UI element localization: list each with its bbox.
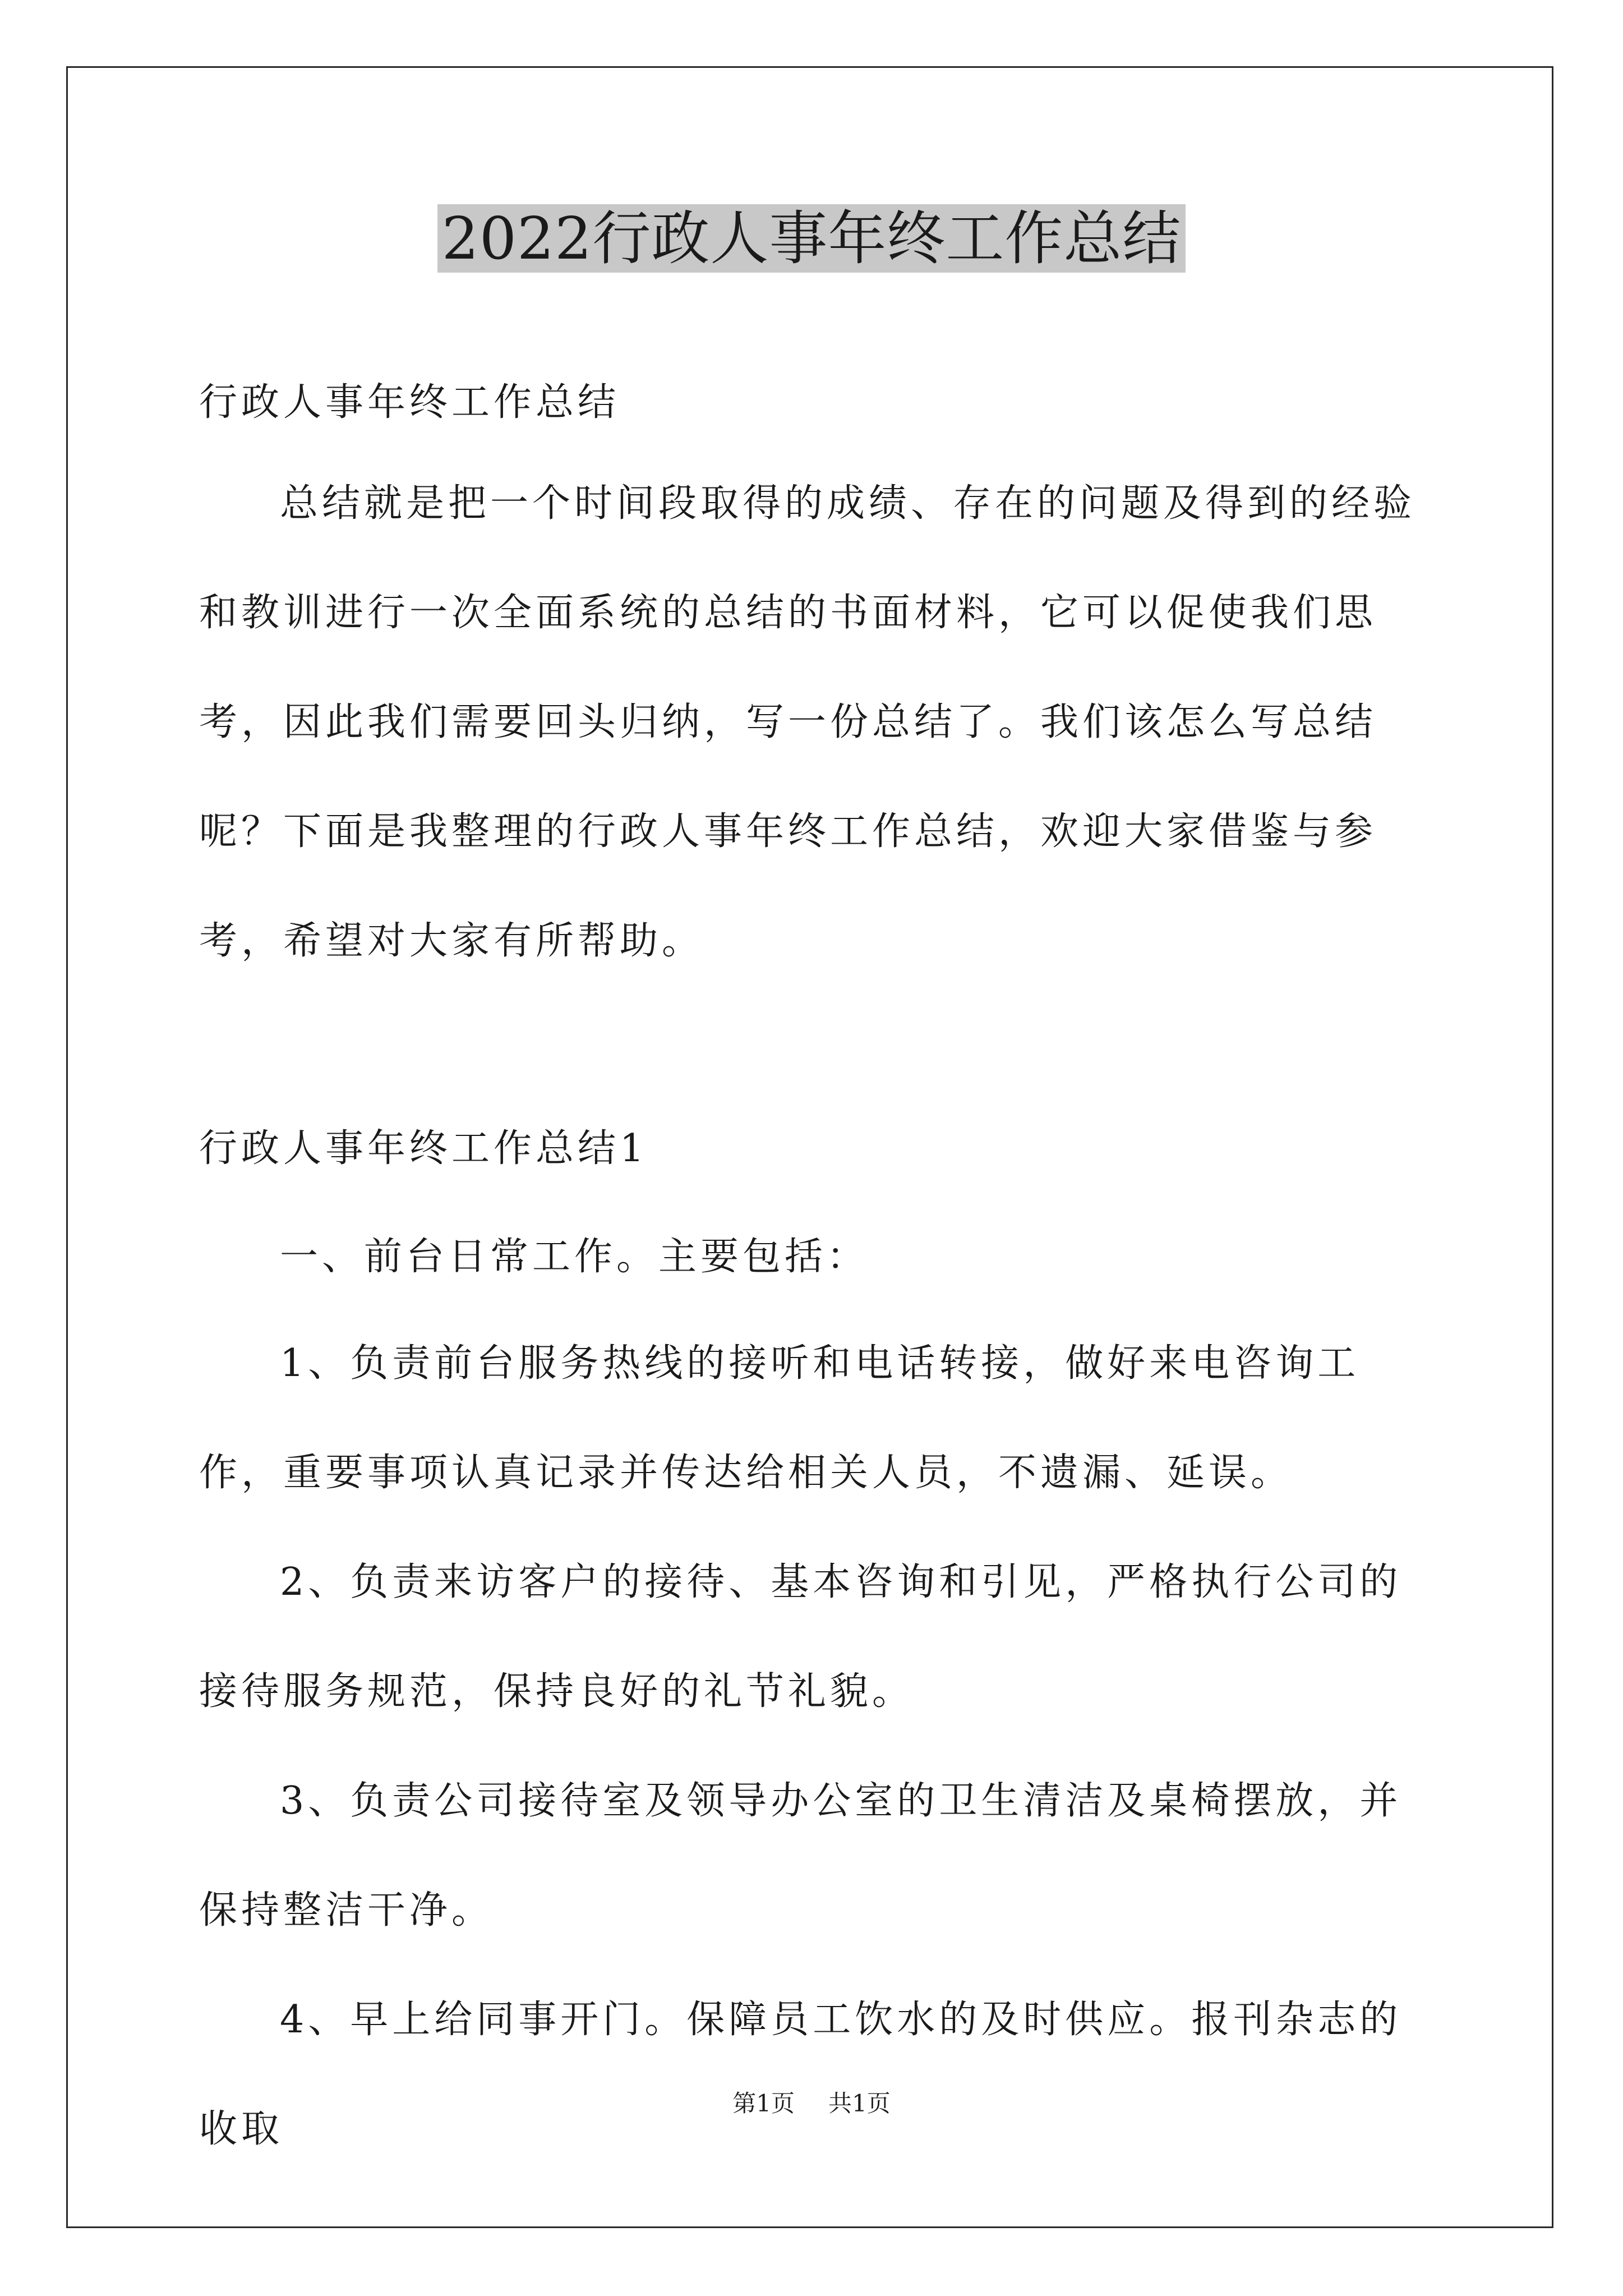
sub-heading: 一、前台日常工作。主要包括： <box>280 1235 869 1279</box>
page-number: 第1页 <box>732 2090 795 2117</box>
list-item: 4、早上给同事开门。保障员工饮水的及时供应。报刊杂志的收取 <box>199 1998 1402 2151</box>
intro-paragraph: 总结就是把一个时间段取得的成绩、存在的问题及得到的经验和教训进行一次全面系统的总结的书面材料，它可以促使我们思考，因此我们需要回头归纳，写一份总结了。我们该怎么写总结呢？下面是我整理的行政人事年终工作总结，欢迎大家借鉴与参考，希望对大家有所帮助。 <box>199 481 1416 963</box>
page-footer <box>0 2087 1623 2120</box>
list-item: 1、负责前台服务热线的接听和电话转接，做好来电咨询工作，重要事项认真记录并传达给相关人员，不遗漏、延误。 <box>199 1341 1360 1495</box>
page-total: 共1页 <box>828 2090 891 2117</box>
document-title <box>0 199 1623 278</box>
list-item: 3、负责公司接待室及领导办公室的卫生清洁及桌椅摆放，并保持整洁干净。 <box>199 1779 1402 1932</box>
document-title-text: 2022行政人事年终工作总结 <box>437 204 1186 273</box>
section-heading: 行政人事年终工作总结1 <box>199 1126 648 1171</box>
document-subtitle: 行政人事年终工作总结 <box>199 380 620 425</box>
list-item: 2、负责来访客户的接待、基本咨询和引见，严格执行公司的接待服务规范，保持良好的礼节礼貌。 <box>199 1560 1402 1714</box>
